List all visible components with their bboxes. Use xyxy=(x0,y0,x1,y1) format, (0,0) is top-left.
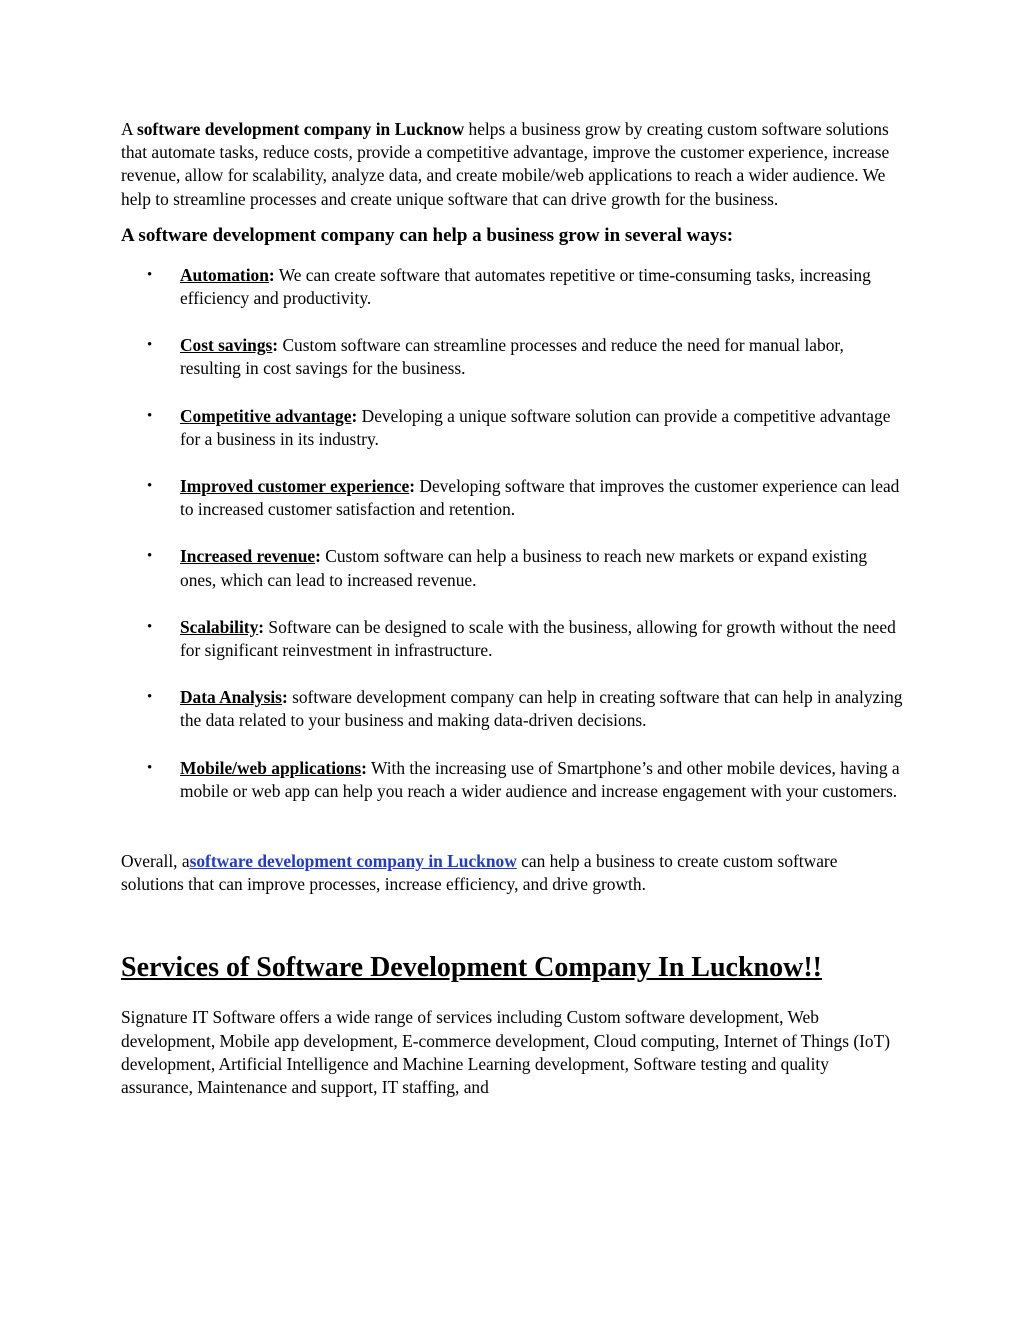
list-item xyxy=(121,264,903,310)
services-heading: Services of Software Development Company In Lucknow!! xyxy=(121,952,822,984)
bullet-icon: • xyxy=(147,618,153,635)
services-paragraph: Signature IT Software offers a wide range of services including Custom software development, Web development, Mobile app development, E-commerce development, Cloud computing, Internet of Things (IoT) development, Artificial Intelligence and Machine Learning development, Software testing and quality assurance, Maintenance and support, IT staffing, and xyxy=(121,1007,891,1098)
bullet-icon: • xyxy=(147,689,153,706)
list-item xyxy=(121,334,903,380)
bullet-icon: • xyxy=(147,759,153,776)
benefit-text: Developing a unique software solution can provide a competitive advantage for a business in its industry. xyxy=(180,405,891,449)
benefit-text: Developing software that improves the customer experience can lead to increased customer satisfaction and retention. xyxy=(180,476,900,520)
benefit-colon: : xyxy=(281,687,288,708)
benefit-colon: : xyxy=(351,405,358,426)
benefits-list xyxy=(121,264,903,803)
list-item xyxy=(121,616,903,662)
bullet-icon: • xyxy=(147,266,153,283)
list-item xyxy=(121,545,903,591)
list-item xyxy=(121,686,903,732)
benefit-term: Automation xyxy=(180,264,269,285)
benefit-colon: : xyxy=(272,335,279,356)
intro-body: helps a business grow by creating custom software solutions that automate tasks, reduce costs, provide a competitive advantage, improve the customer experience, increase revenue, allow for scalability, analyze data, and create mobile/web applications to reach a wider audience. We help to streamline processes and create unique software that can drive growth for the business. xyxy=(121,119,890,209)
benefit-text: With the increasing use of Smartphone’s and other mobile devices, having a mobile or web app can help you reach a wider audience and increase engagement with your customers. xyxy=(180,757,900,801)
document-page xyxy=(121,118,903,1099)
benefit-text: software development company can help in creating software that can help in analyzing the data related to your business and making data-driven decisions. xyxy=(180,687,903,731)
bullet-icon: • xyxy=(147,337,153,354)
benefit-term: Data Analysis xyxy=(180,687,282,708)
company-link[interactable]: software development company in Lucknow xyxy=(189,851,517,872)
benefits-heading: A software development company can help a business grow in several ways: xyxy=(121,224,734,246)
overall-body: can help a business to create custom software solutions that can improve processes, increase efficiency, and drive growth. xyxy=(121,851,838,895)
overall-paragraph xyxy=(121,850,903,896)
benefit-text: We can create software that automates repetitive or time-consuming tasks, increasing efficiency and productivity. xyxy=(180,264,871,309)
list-item xyxy=(121,475,903,521)
benefit-text: Software can be designed to scale with the business, allowing for growth without the need for significant reinvestment in infrastructure. xyxy=(180,616,896,661)
benefit-term: Cost savings xyxy=(180,335,273,356)
intro-prefix: A xyxy=(121,119,137,139)
intro-paragraph xyxy=(121,118,903,211)
benefit-text: Custom software can help a business to reach new markets or expand existing ones, which can lead to increased revenue. xyxy=(180,546,868,590)
intro-keyword: software development company in Lucknow xyxy=(136,119,465,139)
benefit-colon: : xyxy=(268,264,275,285)
bullet-icon: • xyxy=(147,478,153,495)
benefit-term: Improved customer experience xyxy=(180,476,410,497)
benefit-term: Competitive advantage xyxy=(180,405,352,426)
benefit-colon: : xyxy=(361,757,367,778)
benefit-term: Scalability xyxy=(180,616,259,637)
benefit-term: Mobile/web applications xyxy=(180,757,362,778)
list-item xyxy=(121,757,903,803)
benefit-term: Increased revenue xyxy=(180,546,316,567)
benefit-colon: : xyxy=(409,476,416,497)
benefit-colon: : xyxy=(258,616,265,637)
benefit-text: Custom software can streamline processes and reduce the need for manual labor, resulting in cost savings for the business. xyxy=(180,335,844,379)
benefit-colon: : xyxy=(315,546,321,567)
overall-prefix: Overall, a xyxy=(121,851,190,872)
list-item xyxy=(121,405,903,451)
bullet-icon: • xyxy=(147,548,153,565)
bullet-icon: • xyxy=(147,407,153,424)
